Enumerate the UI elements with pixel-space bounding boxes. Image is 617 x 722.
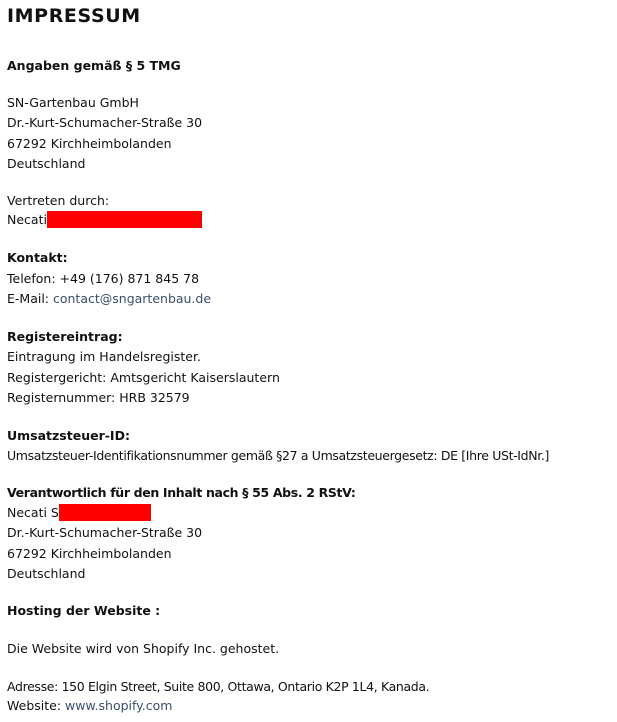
represented-line [7,212,202,229]
represented-name: Necati [7,212,47,227]
responsible-country: Deutschland [7,566,86,581]
hosting-text: Die Website wird von Shopify Inc. gehostet. [7,641,280,656]
responsible-street: Dr.-Kurt-Schumacher-Straße 30 [7,525,203,540]
page-title: IMPRESSUM [7,5,141,27]
register-label: Registereintrag: [7,329,123,344]
email-link[interactable]: contact@sngartenbau.de [52,291,212,306]
register-number: Registernummer: HRB 32579 [7,390,190,405]
responsible-name: Necati S [7,505,59,520]
hosting-address: Adresse: 150 Elgin Street, Suite 800, Ottawa, Ontario K2P 1L4, Kanada. [7,679,430,694]
company-name: SN-Gartenbau GmbH [7,95,139,110]
website-label: Website: [7,698,66,713]
tmg-heading: Angaben gemäß § 5 TMG [7,58,181,73]
represented-label: Vertreten durch: [7,193,110,208]
register-entry: Eintragung im Handelsregister. [7,349,201,364]
vat-text: Umsatzsteuer-Identifikationsnummer gemäß §27 a Umsatzsteuergesetz: DE [Ihre USt-IdNr.] [7,448,550,463]
responsible-city: 67292 Kirchheimbolanden [7,546,172,561]
hosting-label: Hosting der Website : [7,603,161,618]
contact-phone: Telefon: +49 (176) 871 845 78 [7,271,200,286]
responsible-line [7,505,151,522]
company-street: Dr.-Kurt-Schumacher-Straße 30 [7,115,203,130]
redaction-bar [59,504,151,521]
email-label: E-Mail: [7,291,53,306]
vat-label: Umsatzsteuer-ID: [7,428,130,443]
contact-email-line [7,291,211,307]
redaction-bar [47,211,202,228]
register-court: Registergericht: Amtsgericht Kaiserslautern [7,370,280,385]
hosting-website-line [7,698,172,714]
website-link[interactable]: www.shopify.com [65,698,173,713]
responsible-label: Verantwortlich für den Inhalt nach § 55 Abs. 2 RStV: [7,485,356,500]
company-country: Deutschland [7,156,86,171]
contact-label: Kontakt: [7,250,68,265]
company-city: 67292 Kirchheimbolanden [7,136,172,151]
